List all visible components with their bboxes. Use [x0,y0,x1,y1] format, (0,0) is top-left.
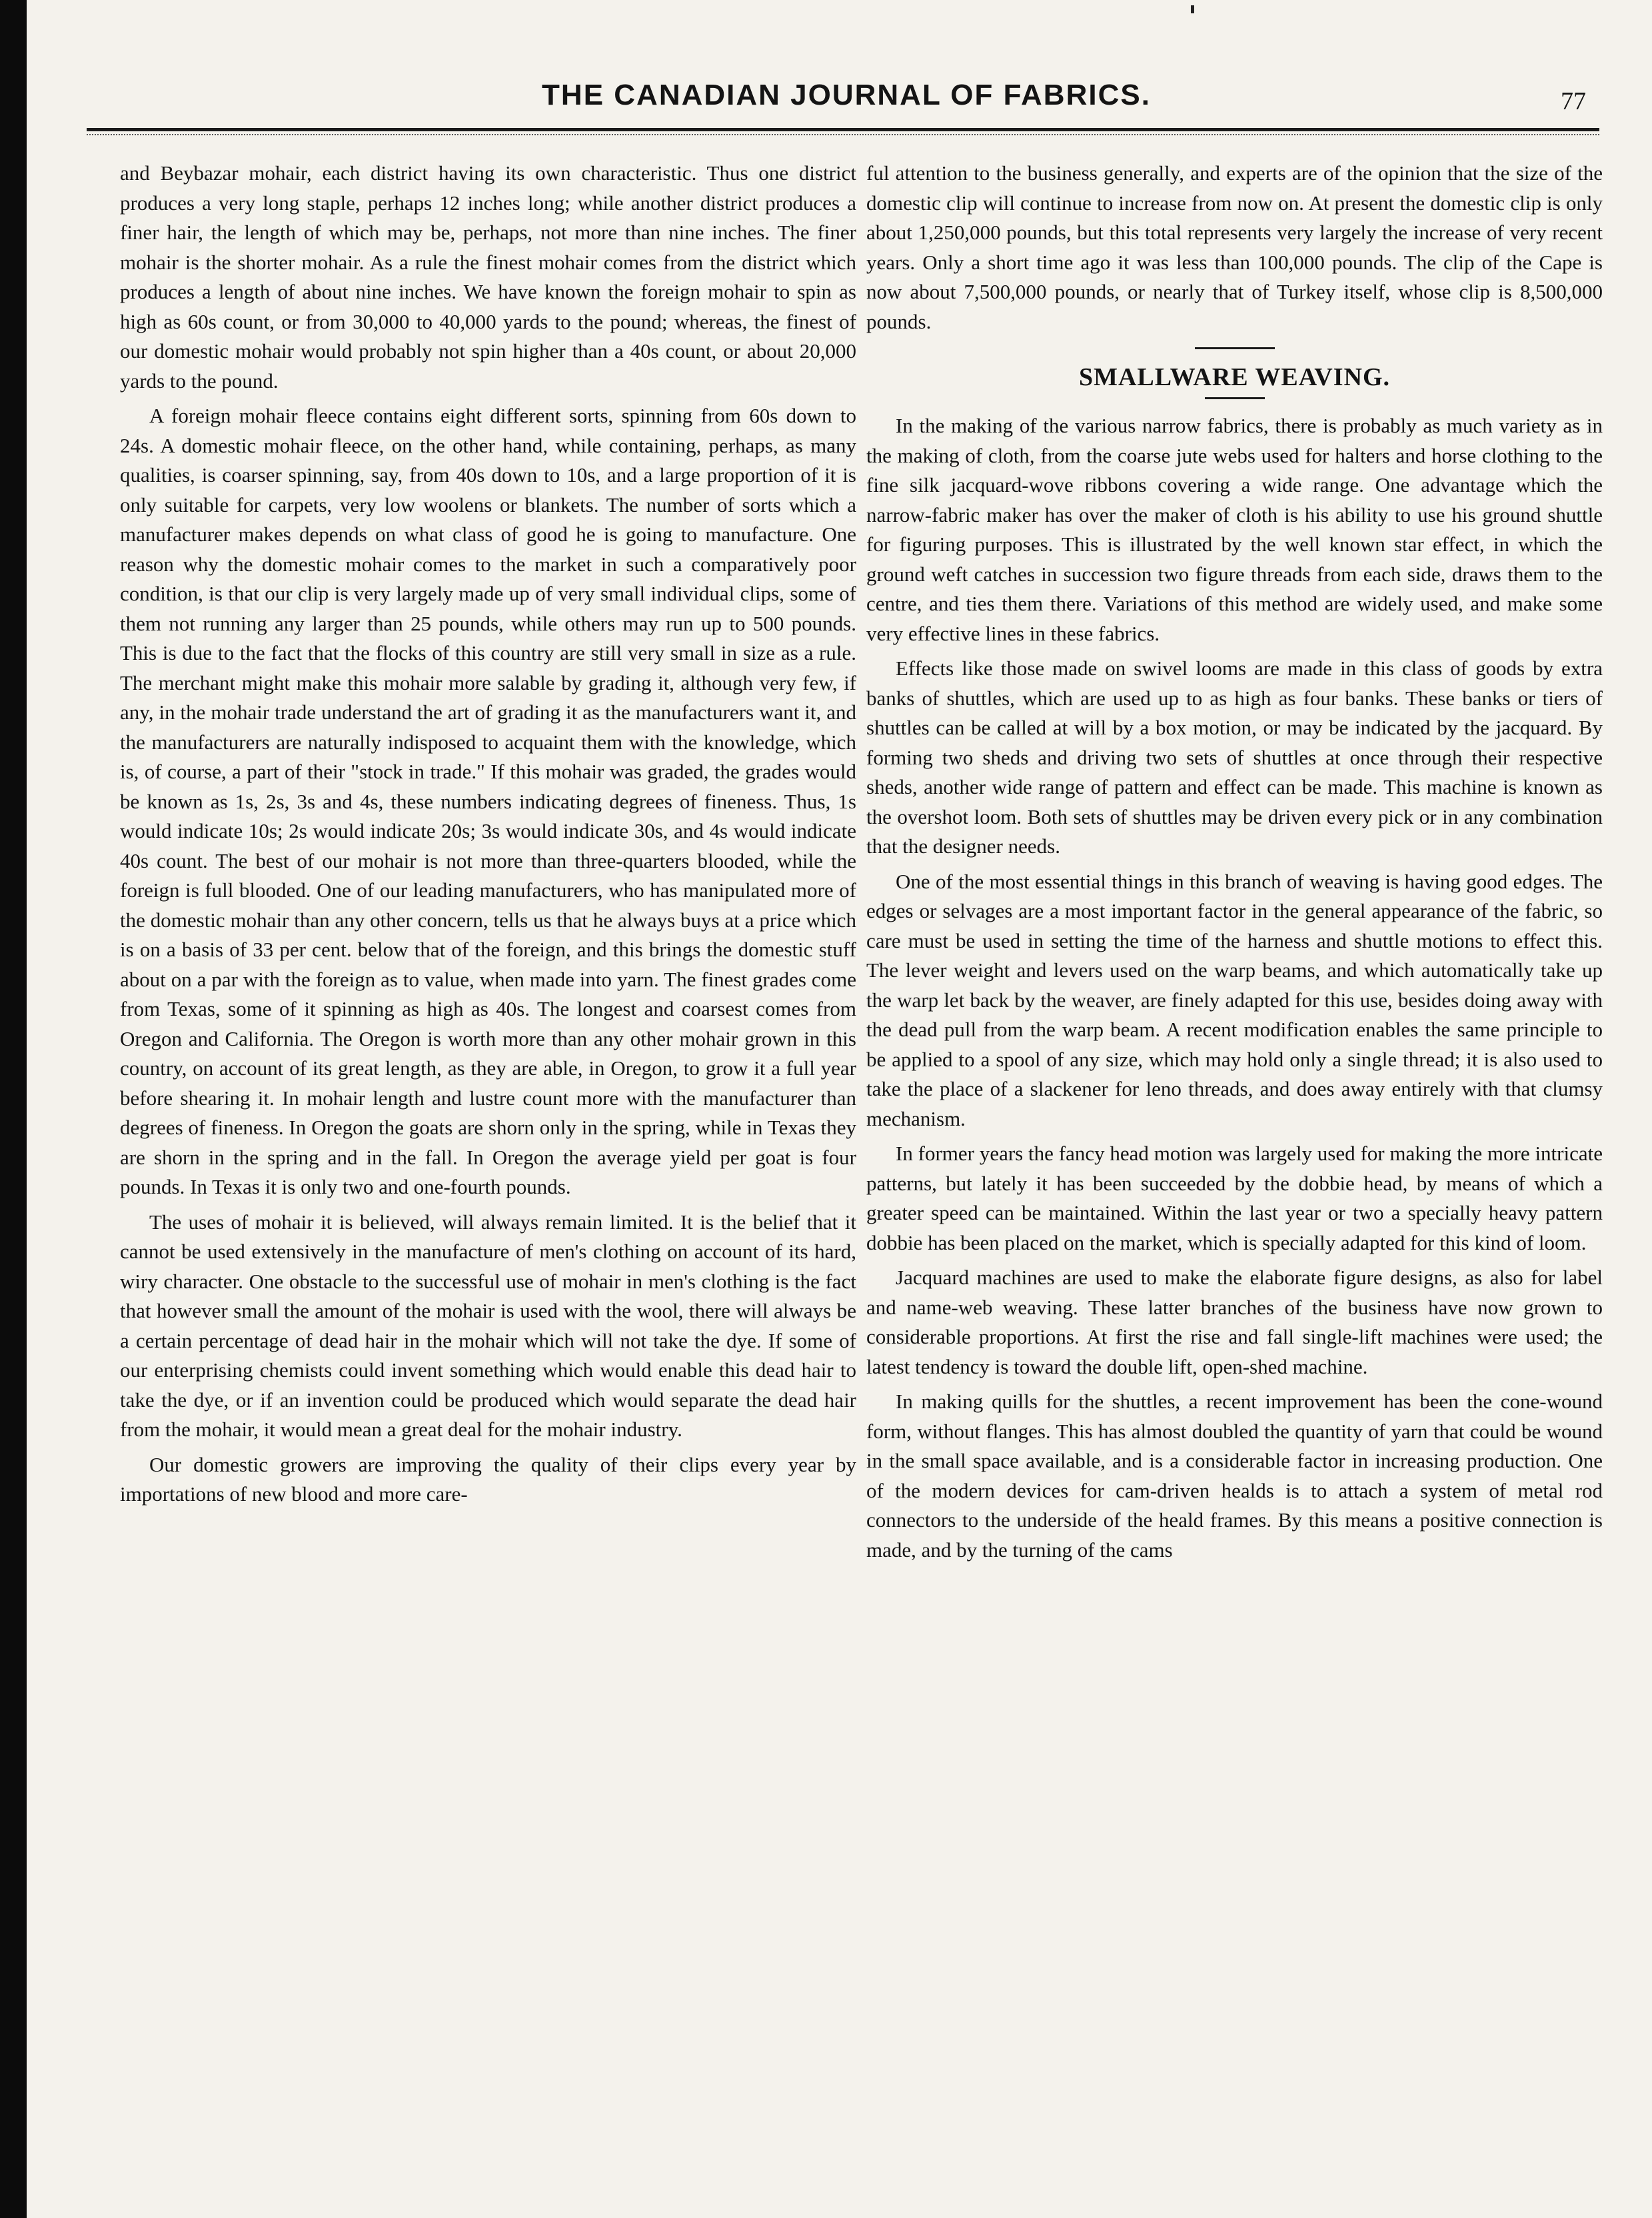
scan-speck [1191,5,1194,13]
left-column [120,159,856,2205]
header-rule [87,128,1599,131]
right-paragraph-4: In former years the fancy head motion was largely used for making the more intricate patterns, but lately it has been succeeded by the dobbie head, by means of which a greater speed can be maintained. Within the last year or two a specially heavy pattern dobbie has been placed on the market, which is specially adapted for this kind of loom. [866,1142,1603,1254]
right-paragraph-2: Effects like those made on swivel looms are made in this class of goods by extra banks of shuttles, which are used up to as high as four banks. These banks or tiers of shuttles can be called at will by a box motion, or may be indicated by the jacquard. By forming two sheds and driving two sets of shuttles at once through their respective sheds, another wide range of pattern and effect can be made. This machine is known as the overshot loom. Both sets of shuttles may be driven every pick or in any combination that the designer needs. [866,656,1603,858]
section-divider-top [1195,347,1275,349]
page-binding-edge [0,0,27,2218]
section-title: SMALLWARE WEAVING. [1078,363,1391,391]
header-rule-dotted [87,134,1599,135]
left-paragraph-4: Our domestic growers are improving the quality of their clips every year by importations of new blood and more care- [120,1452,856,1506]
right-intro-paragraph: ful attention to the business generally, and experts are of the opinion that the size of the domestic clip will continue to increase from now on. At present the domestic clip is only about 1,250,000 pounds, but this total represents very largely the increase of very recent years. Only a short time ago it was less than 100,000 pounds. The clip of the Cape is now about 7,500,000 pounds, or nearly that of Turkey itself, whose clip is 8,500,000 pounds. [866,161,1603,333]
right-paragraph-6: In making quills for the shuttles, a recent improvement has been the cone-wound form, without flanges. This has almost doubled the quantity of yarn that could be wound in the small space available, and is a considerable factor in increasing production. One of the modern devices for cam-driven healds is to attach a system of metal rod connectors to the underside of the heald frames. By this means a positive connection is made, and by the turning of the cams [866,1390,1603,1562]
page-number: 77 [1561,87,1586,115]
journal-title: THE CANADIAN JOURNAL OF FABRICS. [542,79,1151,111]
left-paragraph-2: A foreign mohair fleece contains eight different sorts, spinning from 60s down to 24s. A domestic mohair fleece, on the other hand, while containing, perhaps, as many qualities, is coarser spinning, say, from 40s down to 10s, and a large proportion of it is only suitable for carpets, very low woolens or blankets. The number of sorts which a manufacturer makes depends on what class of good he is going to manufacture. One reason why the domestic mohair comes to the market in such a comparatively poor condition, is that our clip is very largely made up of very small individual clips, some of them not running any larger than 25 pounds, while others may run up to 500 pounds. This is due to the fact that the flocks of this country are still very small in size as a rule. The merchant might make this mohair more salable by grading it, although very few, if any, in the mohair trade understand the art of grading it as the manufacturers want it, and the manufacturers are naturally indisposed to acquaint them with the knowledge, which is, of course, a part of their "stock in trade." If this mohair was graded, the grades would be known as 1s, 2s, 3s and 4s, these numbers indicating degrees of fineness. Thus, 1s would indicate 10s; 2s would indicate 20s; 3s would indicate 30s, and 4s would indicate 40s count. The best of our mohair is not more than three-quarters blooded, while the foreign is full blooded. One of our leading manufacturers, who has manipulated more of the domestic mohair than any other concern, tells us that he always buys at a price which is on a basis of 33 per cent. below that of the foreign, and this brings the domestic stuff about on a par with the foreign as to value, when made into yarn. The finest grades come from Texas, some of it spinning as high as 40s. The longest and coarsest comes from Oregon and California. The Oregon is worth more than any other mohair grown in this country, on account of its great length, as they are able, in Oregon, to grow it a full year before shearing it. In mohair length and lustre count more with the manufacturer than degrees of fineness. In Oregon the goats are shorn only in the spring, while in Texas they are shorn in the spring and in the fall. In Oregon the average yield per goat is four pounds. In Texas it is only two and one-fourth pounds. [120,404,856,1198]
section-divider-bottom [1205,397,1265,399]
right-paragraph-3: One of the most essential things in this branch of weaving is having good edges. The edges or selvages are a most important factor in the general appearance of the fabric, so care must be used in setting the time of the harness and shuttle motions to effect this. The lever weight and levers used on the warp beams, and which automatically take up the warp let back by the weaver, are finely adapted for this use, besides doing away with the dead pull from the warp beam. A recent modification enables the same principle to be applied to a spool of any size, which may hold only a single thread; it is also used to take the place of a slackener for leno threads, and does away entirely with that clumsy mechanism. [866,869,1603,1130]
left-paragraph-1: and Beybazar mohair, each district having its own characteristic. Thus one district produces a very long staple, perhaps 12 inches long; while another district produces a finer hair, the length of which may be, perhaps, not more than nine inches. The finer mohair is the shorter mohair. As a rule the finest mohair comes from the district which produces a length of about nine inches. We have known the foreign mohair to spin as high as 60s count, or from 30,000 to 40,000 yards to the pound; whereas, the finest of our domestic mohair would probably not spin higher than a 40s count, or about 20,000 yards to the pound. [120,161,856,393]
right-paragraph-1: In the making of the various narrow fabrics, there is probably as much variety as in the making of cloth, from the coarse jute webs used for halters and horse clothing to the fine silk jacquard-wove ribbons covering a wide range. One advantage which the narrow-fabric maker has over the maker of cloth is his ability to use his ground shuttle for figuring purposes. This is illustrated by the well known star effect, in which the ground weft catches in succession two figure threads from each side, draws them to the centre, and ties them there. Variations of this method are widely used, and make some very effective lines in these fabrics. [866,414,1603,645]
page-header [93,79,1599,125]
right-column [866,159,1603,2205]
right-paragraph-5: Jacquard machines are used to make the elaborate figure designs, as also for label and name-web weaving. These latter branches of the business have now grown to considerable proportions. At first the rise and fall single-lift machines were used; the latest tendency is toward the double lift, open-shed machine. [866,1266,1603,1378]
left-paragraph-3: The uses of mohair it is believed, will always remain limited. It is the belief that it cannot be used extensively in the manufacture of men's clothing on account of its hard, wiry character. One obstacle to the successful use of mohair in men's clothing is the fact that however small the amount of the mohair is used with the wool, there will always be a certain percentage of dead hair in the mohair which will not take the dye. If some of our enterprising chemists could invent something which would enable this dead hair to take the dye, or if an invention could be produced which would separate the dead hair from the mohair, it would mean a great deal for the mohair industry. [120,1210,856,1441]
